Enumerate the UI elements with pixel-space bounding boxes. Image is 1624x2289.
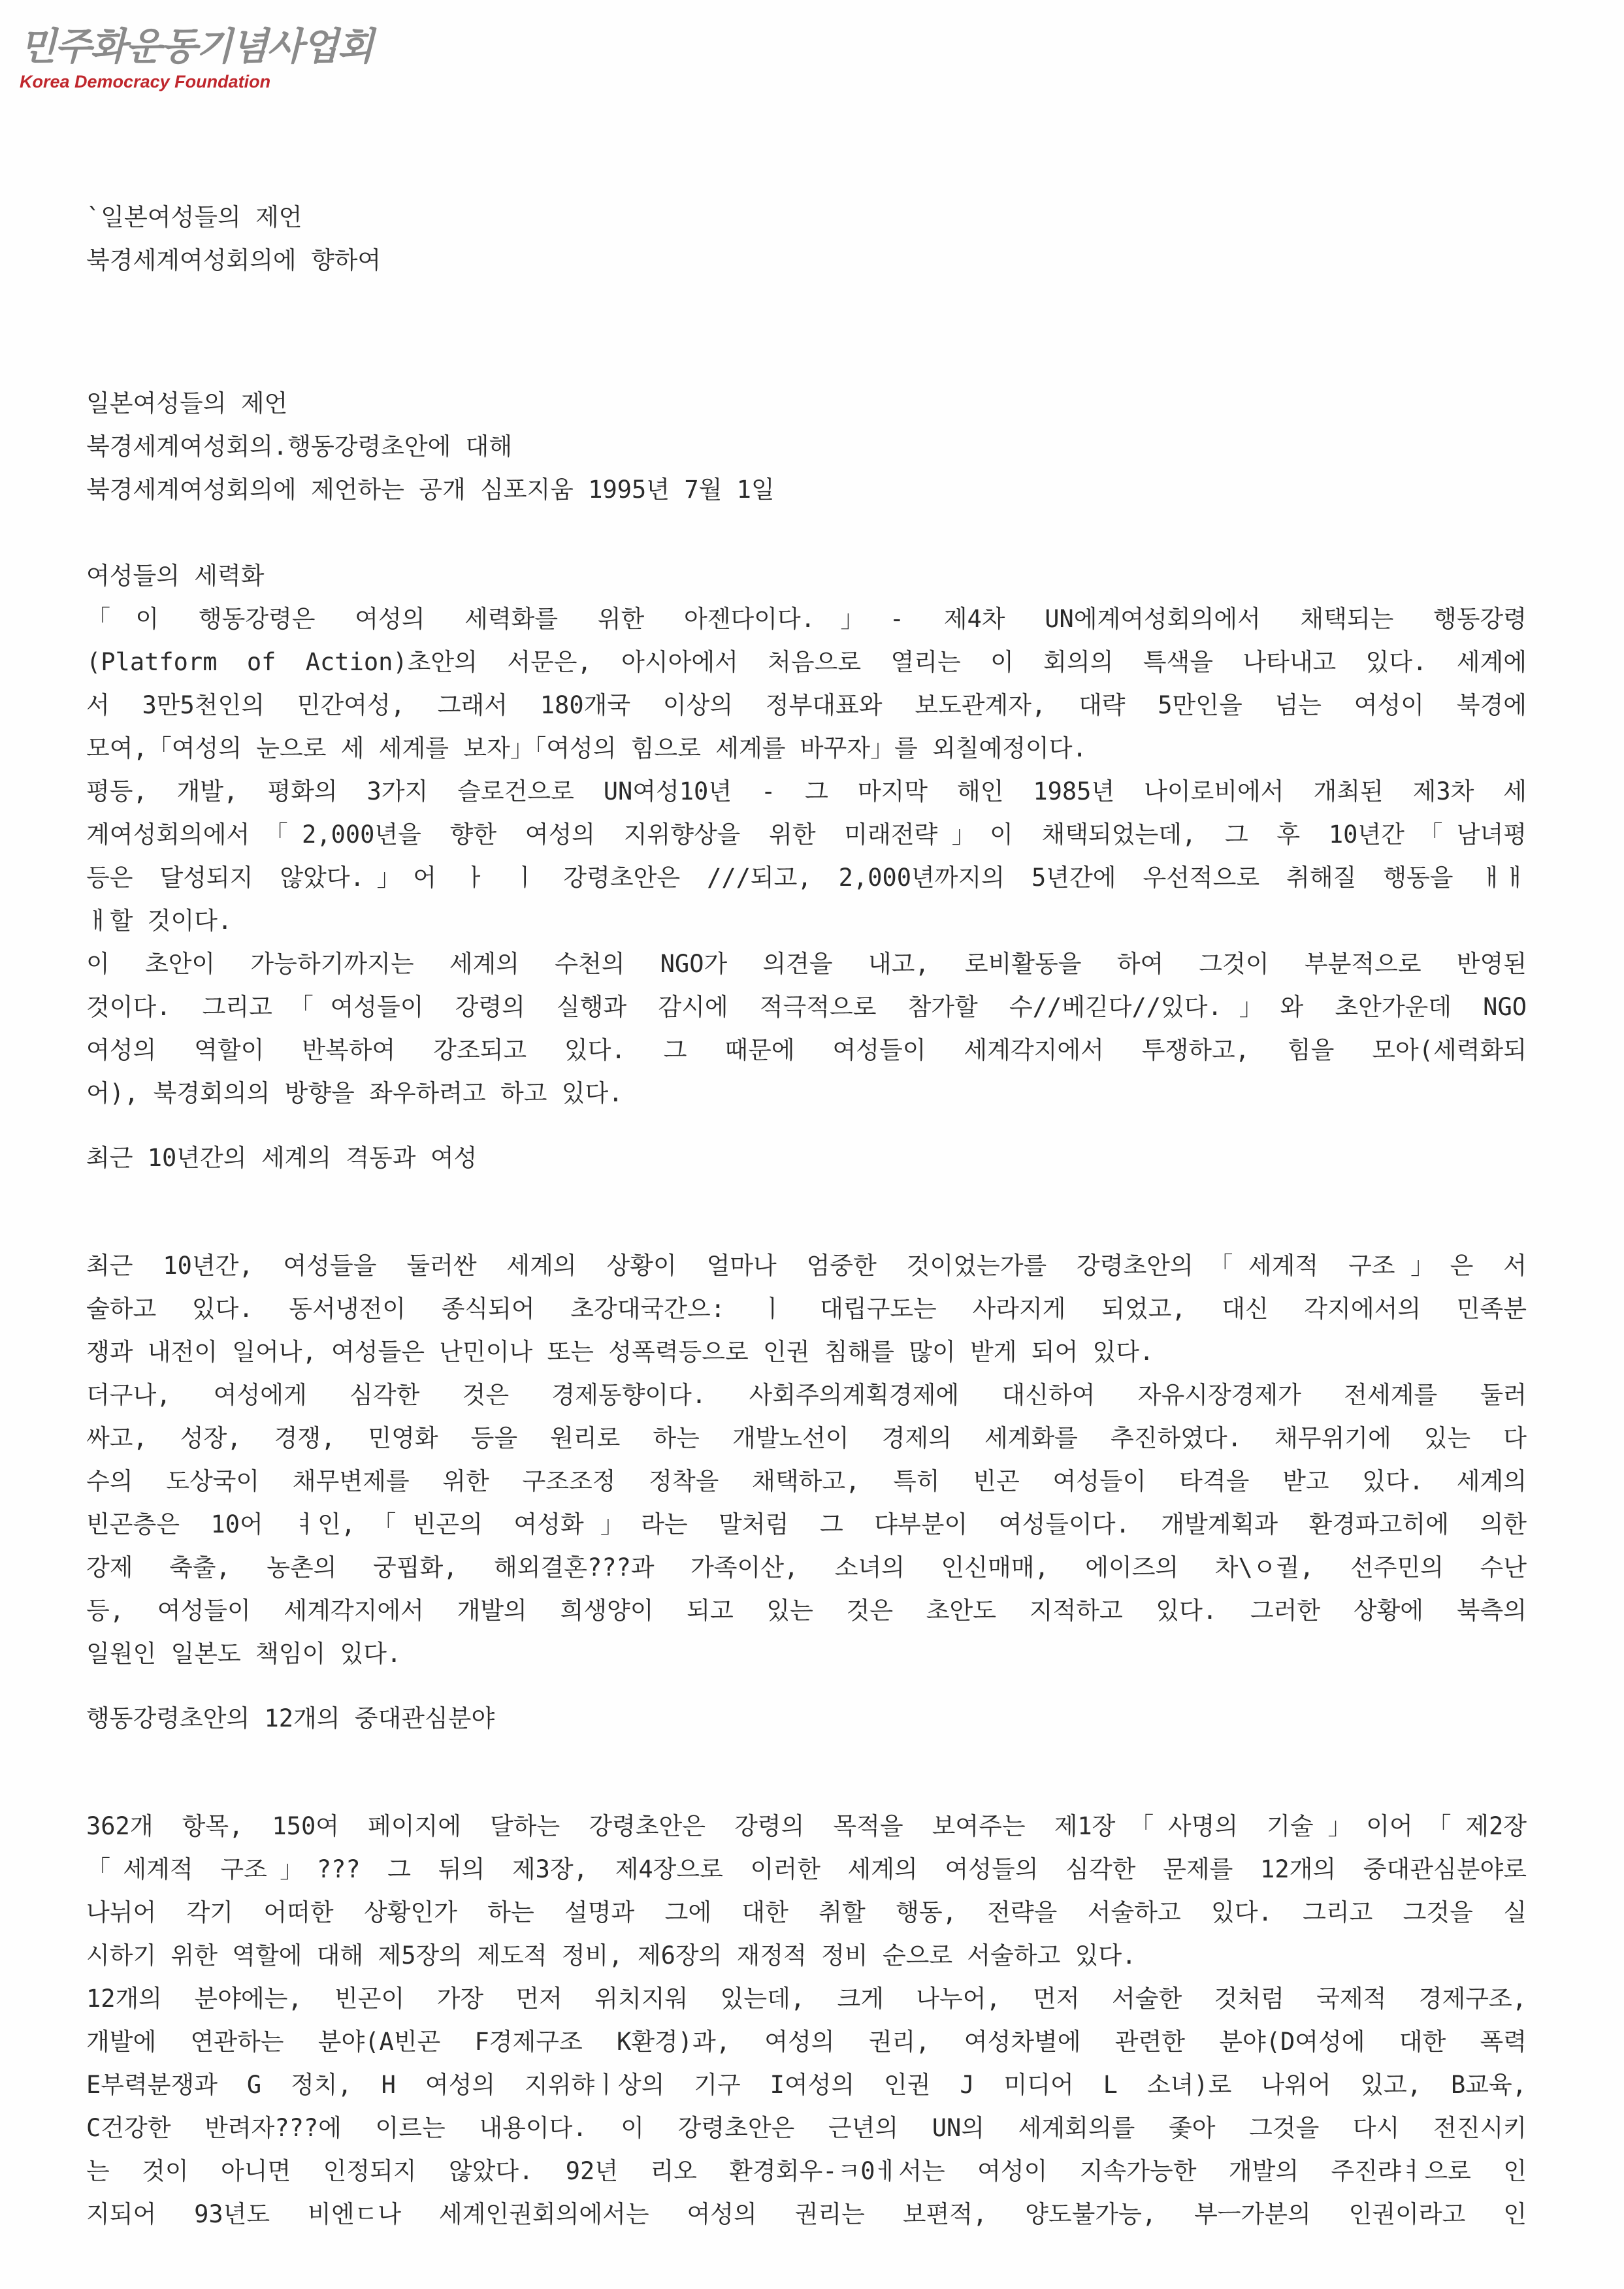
section2-paragraph [86,1244,1527,1676]
foundation-logo [20,24,373,93]
section1-paragraph [86,598,1527,1115]
section2-line: 수의 도상국이 채무변제를 위한 구조조정 정착을 채택하고, 특히 빈곤 여성들이 타격을 받고 있다. 세계의 [86,1467,1527,1495]
section3-line: C건강한 반려자???에 이르는 내용이다. 이 강령초안은 근년의 UN의 세계회의를 좇아 그것을 다시 전진시키 [86,2114,1527,2142]
section3-line: 「세계적 구조」??? 그 뒤의 제3장, 제4장으로 이러한 세계의 여성들의 심각한 문제를 12개의 중대관심분야로 [86,1855,1527,1883]
section1-line: 평등, 개발, 평화의 3가지 슬로건으로 UN여성10년 - 그 마지막 해인 1985년 나이로비에서 개최된 제3차 세 [86,777,1527,805]
section1-line: (Platform of Action)초안의 서문은, 아시아에서 처음으로 열리는 이 회의의 특색을 나타내고 있다. 세계에 [86,648,1527,676]
section2-line: 싸고, 성장, 경쟁, 민영화 등을 원리로 하는 개발노선이 경제의 세계화를 추진하였다. 채무위기에 있는 다 [86,1424,1527,1452]
section1-title: 여성들의 세력화 [86,562,265,590]
header-line-1: `일본여성들의 제언 [86,203,302,231]
section1-line: 서 3만5천인의 민간여성, 그래서 180개국 이상의 정부대표와 보도관계자, 대략 5만인을 넘는 여성이 북경에 [86,691,1527,719]
section2-line: 강제 축출, 농촌의 궁핍화, 해외결혼???과 가족이산, 소녀의 인신매매, 에이즈의 차\ㅇ궐, 선주민의 수난 [86,1553,1527,1582]
section3-line: 지되어 93년도 비엔ㄷ나 세계인권회의에서는 여성의 권리는 보편적, 양도불가능, 부ㅡ가분의 인권이라고 인 [86,2200,1527,2228]
section1-line: 여성의 역할이 반복하여 강조되고 있다. 그 때문에 여성들이 세계각지에서 투쟁하고, 힘을 모아(세력화되 [86,1036,1527,1064]
section1-line: 이 초안이 가능하기까지는 세계의 수천의 NGO가 의견을 내고, 로비활동을 하여 그것이 부분적으로 반영된 [86,950,1527,978]
document-body [86,196,1527,2236]
intro-line-1: 일본여성들의 제언 [86,389,288,417]
section2-line: 일원인 일본도 책임이 있다. [86,1640,402,1668]
section2-line: 더구나, 여성에게 심각한 것은 경제동향이다. 사회주의계획경제에 대신하여 자유시장경제가 전세계를 둘러 [86,1381,1527,1409]
section1-line: 어), 북경회의의 방향을 좌우하려고 하고 있다. [86,1079,623,1107]
section3-line: 나뉘어 각기 어떠한 상황인가 하는 설명과 그에 대한 취할 행동, 전략을 서술하고 있다. 그리고 그것을 실 [86,1898,1527,1926]
section3-line: 는 것이 아니면 인정되지 않았다. 92년 리오 환경회우-ㅋ0ㅔ서는 여성이 지속가능한 개발의 주진랴ㅕ으로 인 [86,2157,1527,2185]
section1-line: 것이다. 그리고「여성들이 강령의 실행과 감시에 적극적으로 참가할 수//베긷다//있다.」와 초안가운데 NGO [86,993,1527,1021]
section3-line: 362개 항목, 150여 페이지에 달하는 강령초안은 강령의 목적을 보여주는 제1장「사명의 기술」이어「제2장 [86,1812,1527,1840]
intro-line-3: 북경세계여성회의에 제언하는 공개 심포지움 1995년 7월 1일 [86,476,775,504]
section1-line: 계여성회의에서「2,000년을 향한 여성의 지위향상을 위한 미래전략」이 채택되었는데, 그 후 10년간「남녀평 [86,820,1527,849]
section2-line: 등, 여성들이 세계각지에서 개발의 희생양이 되고 있는 것은 초안도 지적하고 있다. 그러한 상황에 북측의 [86,1597,1527,1625]
section3-line: 12개의 분야에는, 빈곤이 가장 먼저 위치지워 있는데, 크게 나누어, 먼저 서술한 것처럼 국제적 경제구조, [86,1985,1527,2013]
section2-line: 쟁과 내전이 일어나, 여성들은 난민이나 또는 성폭력등으로 인권 침해를 많이 받게 되어 있다. [86,1338,1154,1366]
logo-english-text: Korea Democracy Foundation [20,72,271,91]
section3-paragraph [86,1805,1527,2236]
header-line-2: 북경세계여성회의에 향하여 [86,246,382,274]
logo-korean-text: 민주화운동기념사업회 [20,24,373,69]
intro-line-2: 북경세계여성회의.행동강령초안에 대해 [86,432,513,461]
section2-title: 최근 10년간의 세계의 격동과 여성 [86,1144,478,1172]
section3-line: E부력분쟁과 G 정치, H 여성의 지위햐ㅣ상의 기구 I여성의 인권 J 미디어 L 소녀)로 나위어 있고, B교육, [86,2071,1527,2099]
section1-line: ㅐ할 것이다. [86,907,233,935]
section3-title: 행동강령초안의 12개의 중대관심분야 [86,1704,495,1732]
section1-line: 모여,「여성의 눈으로 세 세계를 보자」「여성의 힘으로 세계를 바꾸자」를 외칠예정이다. [86,734,1087,762]
section2-line: 빈곤층은 10어 ㅕ인,「빈곤의 여성화」라는 말처럼 그 댜부분이 여성들이다. 개발계획과 환경파고히에 의한 [86,1510,1527,1538]
section2-line: 술하고 있다. 동서냉전이 종식되어 초강대국간으: ㅣ 대립구도는 사라지게 되었고, 대신 각지에서의 민족분 [86,1295,1527,1323]
section2-line: 최근 10년간, 여성들을 둘러싼 세계의 상황이 얼마나 엄중한 것이었는가를 강령초안의「세계적 구조」은 서 [86,1252,1527,1280]
section3-line: 개발에 연관하는 분야(A빈곤 F경제구조 K환경)과, 여성의 권리, 여성차별에 관련한 분야(D여성에 대한 폭력 [86,2028,1527,2056]
section3-line: 시하기 위한 역할에 대해 제5장의 제도적 정비, 제6장의 재정적 정비 순으로 서술하고 있다. [86,1941,1137,1970]
section1-line: 「이 행동강령은 여성의 세력화를 위한 아젠다이다.」- 제4차 UN에계여성회의에서 채택되는 행동강령 [86,605,1527,633]
section1-line: 등은 달성되지 않았다.」어 ㅏ ㅣ 강령초안은 ///되고, 2,000년까지의 5년간에 우선적으로 취해질 행동을 ㅐㅐ [86,864,1527,892]
